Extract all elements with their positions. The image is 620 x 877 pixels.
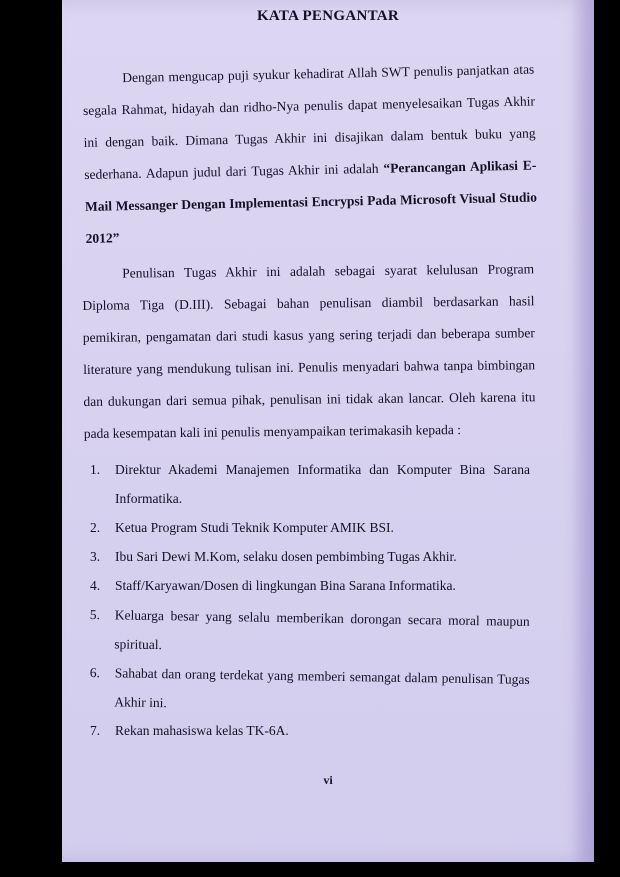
list-item — [90, 716, 530, 745]
paragraph-indent — [82, 82, 122, 83]
list-item — [89, 658, 530, 723]
thesis-title: “Perancangan Aplikasi E-Mail Messanger Dengan Implementasi Encrypsi Pada Microsoft Visual Studio 2012” — [84, 157, 538, 246]
document-page — [62, 0, 594, 862]
second-paragraph-text: Penulisan Tugas Akhir ini adalah sebagai syarat kelulusan Program Diploma Tiga (D.III). Sebagai bahan penulisan diambil berdasarkan hasil pemikiran, pengamatan dari studi kasus yang sering terjadi dan beberapa sumber literature yang mendukung tulisan ini. Penulis menyadari bahwa tanpa bimbingan dan dukungan dari semua pihak, penulisan ini tidak akan lancar. Oleh karena itu pada kesempatan kali ini penulis menyampaikan terimakasih kepada : — [82, 261, 536, 441]
list-item — [90, 571, 530, 600]
list-item-text: Ketua Program Studi Teknik Komputer AMIK BSI. — [115, 520, 394, 535]
list-item-number: 2. — [90, 520, 101, 535]
list-item — [90, 542, 530, 571]
list-item-text: Ibu Sari Dewi M.Kom, selaku dosen pembimbing Tugas Akhir. — [115, 549, 457, 564]
list-item-text: Sahabat dan orang terdekat yang memberi semangat dalam penulisan Tugas Akhir ini. — [114, 665, 530, 711]
list-item-number: 5. — [89, 606, 101, 623]
acknowledgement-list — [90, 455, 530, 745]
list-item-number: 4. — [90, 578, 101, 593]
page-edge-shadow — [570, 0, 594, 862]
list-item-text: Rekan mahasiswa kelas TK-6A. — [115, 723, 289, 738]
list-item-text: Keluarga besar yang selalu memberikan dorongan secara moral maupun spiritual. — [114, 607, 530, 653]
list-item-number: 6. — [89, 664, 101, 681]
list-item-number: 3. — [90, 549, 101, 564]
list-item-number: 1. — [90, 462, 101, 477]
page-title: KATA PENGANTAR — [256, 8, 400, 24]
list-item-text: Staff/Karyawan/Dosen di lingkungan Bina Sarana Informatika. — [115, 578, 456, 593]
opening-paragraph — [82, 54, 538, 255]
second-paragraph — [82, 253, 536, 450]
opening-paragraph-text: Dengan mengucap puji syukur kehadirat Allah SWT penulis panjatkan atas segala Rahmat, hidayah dan ridho-Nya penulis dapat menyelesaikan Tugas Akhir ini dengan baik. Dimana Tugas Akhir ini disajikan dalam bentuk buku yang sederhana. Adapun judul dari Tugas Akhir ini adalah — [82, 61, 536, 182]
list-item-text: Direktur Akademi Manajemen Informatika dan Komputer Bina Sarana Informatika. — [115, 462, 530, 506]
page-number: vi — [323, 773, 333, 787]
list-item — [90, 513, 530, 542]
list-item — [89, 600, 530, 665]
list-item-number: 7. — [90, 723, 101, 738]
list-item — [90, 455, 530, 513]
